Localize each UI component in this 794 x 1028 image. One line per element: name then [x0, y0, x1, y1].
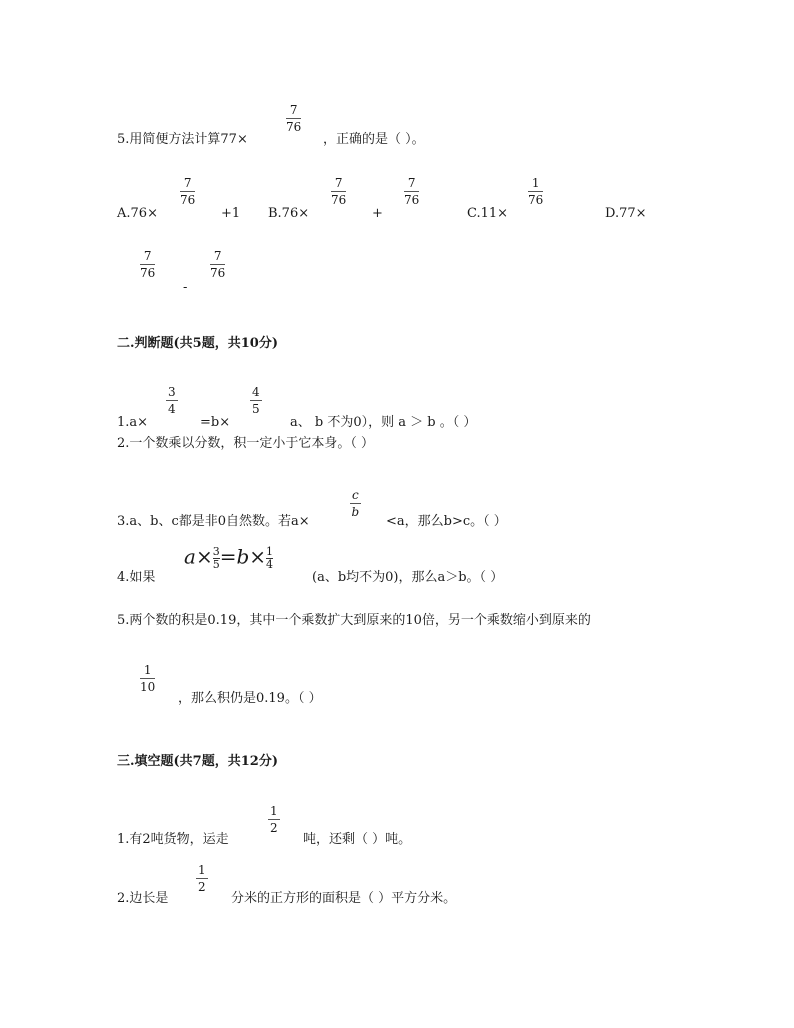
option-b-label: B.76×	[268, 206, 310, 221]
judge-q2: 2.一个数乘以分数，积一定小于它本身。（ ）	[117, 436, 375, 451]
judge-q4-prefix: 4.如果	[117, 570, 156, 585]
judge-q3-suffix: <a，那么b>c。（ ）	[386, 514, 507, 529]
judge-q4-suffix: (a、b均不为0)，那么a＞b。（ ）	[312, 570, 504, 585]
fraction: $\frac{1}{2}$	[198, 863, 206, 894]
fraction: $\frac{1}{76}$	[528, 176, 544, 207]
fraction: $\frac{3}{4}$	[168, 385, 176, 416]
question-5-tail: ，正确的是（ ）。	[323, 132, 425, 147]
fraction: $\frac{c}{b}$	[351, 488, 360, 519]
fraction: $\frac{7}{76}$	[404, 176, 420, 207]
fraction: $\frac{1}{10}$	[140, 663, 156, 694]
judge-q5-line2: ，那么积仍是0.19。（ ）	[178, 691, 322, 706]
fraction: $\frac{7}{76}$	[140, 249, 156, 280]
plus-sign: +	[372, 206, 383, 221]
judge-q1-prefix: 1.a×	[117, 415, 149, 430]
option-a-label: A.76×	[117, 206, 158, 221]
option-d-label: D.77×	[605, 206, 647, 221]
fraction: $\frac{7}{76}$	[210, 249, 226, 280]
judge-q3-prefix: 3.a、b、c都是非0自然数。若a×	[117, 514, 310, 529]
fraction: $\frac{4}{5}$	[252, 385, 260, 416]
fraction: $\frac{1}{2}$	[270, 804, 278, 835]
equation: a× $\frac{3}{5}$ =b× $\frac{1}{4}$	[184, 544, 274, 571]
judge-q1-suffix: a、 b 不为0），则 a ＞ b 。（ ）	[290, 415, 477, 430]
fill-q2-prefix: 2.边长是	[117, 891, 169, 906]
judge-q1-mid: =b×	[200, 415, 231, 430]
section-heading-judge: 二.判断题(共5题，共10分)	[117, 336, 278, 351]
fraction: $\frac{7}{76}$	[286, 103, 302, 134]
fill-q1-prefix: 1.有2吨货物，运走	[117, 832, 229, 847]
fraction: $\frac{7}{76}$	[180, 176, 196, 207]
fraction: $\frac{7}{76}$	[331, 176, 347, 207]
section-heading-fill: 三.填空题(共7题，共12分)	[117, 754, 278, 769]
option-a-suffix: +1	[221, 206, 241, 221]
minus-sign: -	[183, 280, 188, 295]
judge-q5-line1: 5.两个数的积是0.19，其中一个乘数扩大到原来的10倍，另一个乘数缩小到原来的	[117, 613, 591, 628]
option-c-label: C.11×	[467, 206, 509, 221]
fill-q2-suffix: 分米的正方形的面积是（ ）平方分米。	[231, 891, 457, 906]
fill-q1-suffix: 吨，还剩（ ）吨。	[303, 832, 412, 847]
question-5-text: 5.用简便方法计算77×	[117, 132, 248, 147]
